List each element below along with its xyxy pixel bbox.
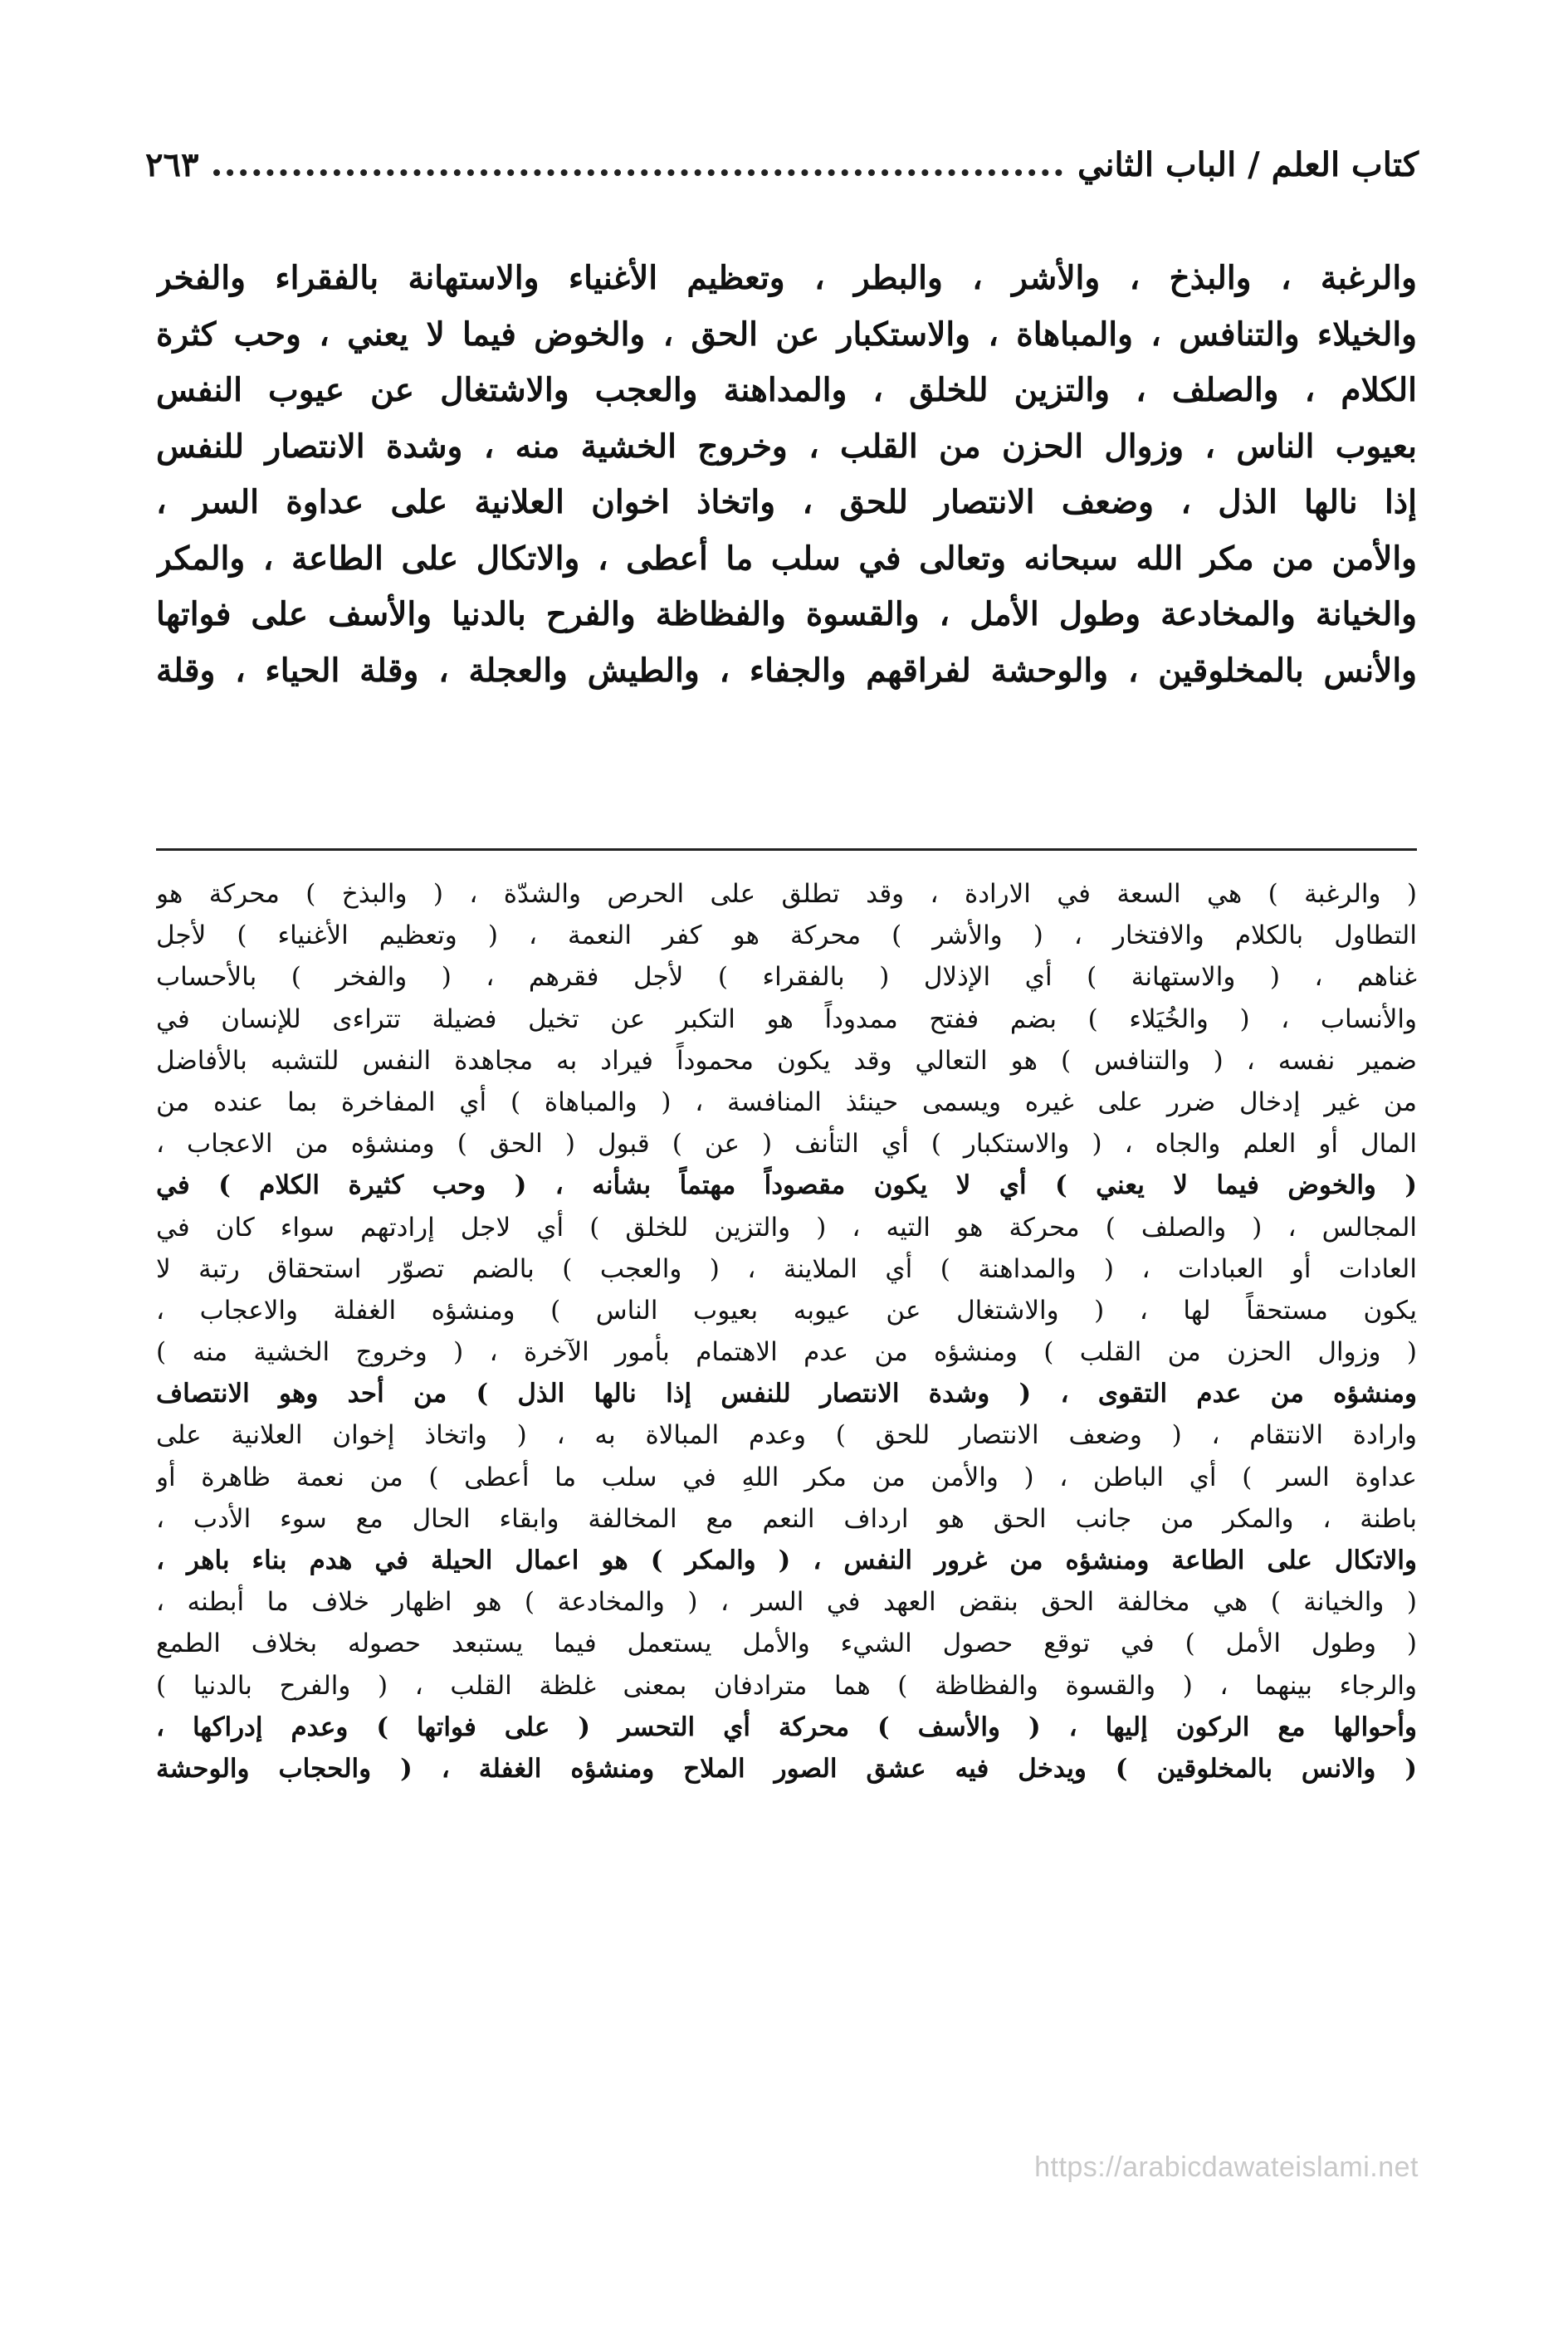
footnote-line: والرجاء بينهما ، ( والقسوة والفظاظة ) هما مترادفان بمعنى غلظة القلب ، ( والفرح بالدنيا ) [156,1670,1417,1701]
main-text-line: والرغبة ، والبذخ ، والأشر ، والبطر ، وتعظيم الأغنياء والاستهانة بالفقراء والفخر [156,259,1417,297]
leader-dots [213,169,1062,176]
footnote-line: ضمير نفسه ، ( والتنافس ) هو التعالي وقد يكون محموداً فيراد به مجاهدة النفس للتشبه بالأفاضل [156,1045,1417,1076]
footnote-line: غناهم ، ( والاستهانة ) أي الإذلال ( بالفقراء ) لأجل فقرهم ، ( والفخر ) بالأحساب [156,962,1417,993]
main-text-line: والأنس بالمخلوقين ، والوحشة لفراقهم والجفاء ، والطيش والعجلة ، وقلة الحياء ، وقلة [156,651,1417,690]
footnote-line: ( والخوض فيما لا يعني ) أي لا يكون مقصوداً مهتماً بشأنه ، ( وحب كثيرة الكلام ) في [156,1170,1417,1201]
footnote-line: ومنشؤه من عدم التقوى ، ( وشدة الانتصار للنفس إذا نالها الذل ) من أحد وهو الانتصاف [156,1379,1417,1409]
footnote-line: ( والخيانة ) هي مخالفة الحق بنقض العهد في السر ، ( والمخادعة ) هو اظهار خلاف ما أبطنه ، [156,1587,1417,1618]
footnote-line: المجالس ، ( والصلف ) محركة هو التيه ، ( والتزين للخلق ) أي لاجل إرادتهم سواء كان في [156,1212,1417,1243]
footnote-line: من غير إدخال ضرر على غيره ويسمى حينئذ المنافسة ، ( والمباهاة ) أي المفاخرة بما عنده من [156,1087,1417,1117]
main-text-line: الكلام ، والصلف ، والتزين للخلق ، والمداهنة والعجب والاشتغال عن عيوب النفس [156,371,1417,409]
footnote-line: يكون مستحقاً لها ، ( والاشتغال عن عيوبه بعيوب الناس ) ومنشؤه الغفلة والاعجاب ، [156,1295,1417,1326]
main-text-line: بعيوب الناس ، وزوال الحزن من القلب ، وخروج الخشية منه ، وشدة الانتصار للنفس [156,427,1417,466]
footnote-line: وارادة الانتقام ، ( وضعف الانتصار للحق ) وعدم المبالاة به ، ( واتخاذ إخوان العلانية على [156,1420,1417,1451]
footnote-line: والاتكال على الطاعة ومنشؤه من غرور النفس ، ( والمكر ) هو اعمال الحيلة في هدم بناء باهر ، [156,1546,1417,1575]
footnote-line: باطنة ، والمكر من جانب الحق هو ارداف النعم مع المخالفة وابقاء الحال مع سوء الأدب ، [156,1503,1417,1534]
footnote-line: والأنساب ، ( والخُيَلاء ) بضم ففتح ممدوداً هو التكبر عن تخيل فضيلة تتراءى للإنسان في [156,1004,1417,1034]
main-text-line: والأمن من مكر الله سبحانه وتعالى في سلب ما أعطى ، والاتكال على الطاعة ، والمكر [156,539,1417,578]
footnote-line: ( والرغبة ) هي السعة في الارادة ، وقد تطلق على الحرص والشدّة ، ( والبذخ ) محركة هو [156,879,1417,909]
running-title: كتاب العلم / الباب الثاني [1077,144,1419,184]
main-text [156,251,1417,699]
footnote-line: ( وزوال الحزن من القلب ) ومنشؤه من عدم الاهتمام بأمور الآخرة ، ( وخروج الخشية منه ) [156,1337,1417,1368]
footnote-separator [156,848,1417,851]
main-text-line: والخيلاء والتنافس ، والمباهاة ، والاستكبار عن الحق ، والخوض فيما لا يعني ، وحب كثرة [156,315,1417,354]
main-text-line: والخيانة والمخادعة وطول الأمل ، والقسوة والفظاظة والفرح بالدنيا والأسف على فواتها [156,595,1417,633]
footnotes [156,873,1417,1790]
main-text-line: إذا نالها الذل ، وضعف الانتصار للحق ، واتخاذ اخوان العلانية على عداوة السر ، [156,483,1417,521]
footnote-line: وأحوالها مع الركون إليها ، ( والأسف ) محركة أي التحسر ( على فواتها ) وعدم إدراكها ، [156,1712,1417,1742]
watermark-url: https://arabicdawateislami.net [1034,2151,1419,2183]
footnote-line: التطاول بالكلام والافتخار ، ( والأشر ) محركة هو كفر النعمة ، ( وتعظيم الأغنياء ) لأجل [156,921,1417,951]
page-header [145,139,1419,189]
footnote-line: ( والانس بالمخلوقين ) ويدخل فيه عشق الصور الملاح ومنشؤه الغفلة ، ( والحجاب والوحشة [156,1753,1417,1784]
footnote-line: ( وطول الأمل ) في توقع حصول الشيء والأمل يستعمل فيما يستبعد حصوله بخلاف الطمع [156,1629,1417,1659]
page-number: ٢٦٣ [145,144,199,184]
footnote-line: العادات أو العبادات ، ( والمداهنة ) أي الملاينة ، ( والعجب ) بالضم تصوّر استحقاق رتبة لا [156,1253,1417,1284]
footnote-line: المال أو العلم والجاه ، ( والاستكبار ) أي التأنف ( عن ) قبول ( الحق ) ومنشؤه من الاعجاب ، [156,1129,1417,1160]
footnote-line: عداوة السر ) أي الباطن ، ( والأمن من مكر اللهِ في سلب ما أعطى ) من نعمة ظاهرة أو [156,1462,1417,1492]
